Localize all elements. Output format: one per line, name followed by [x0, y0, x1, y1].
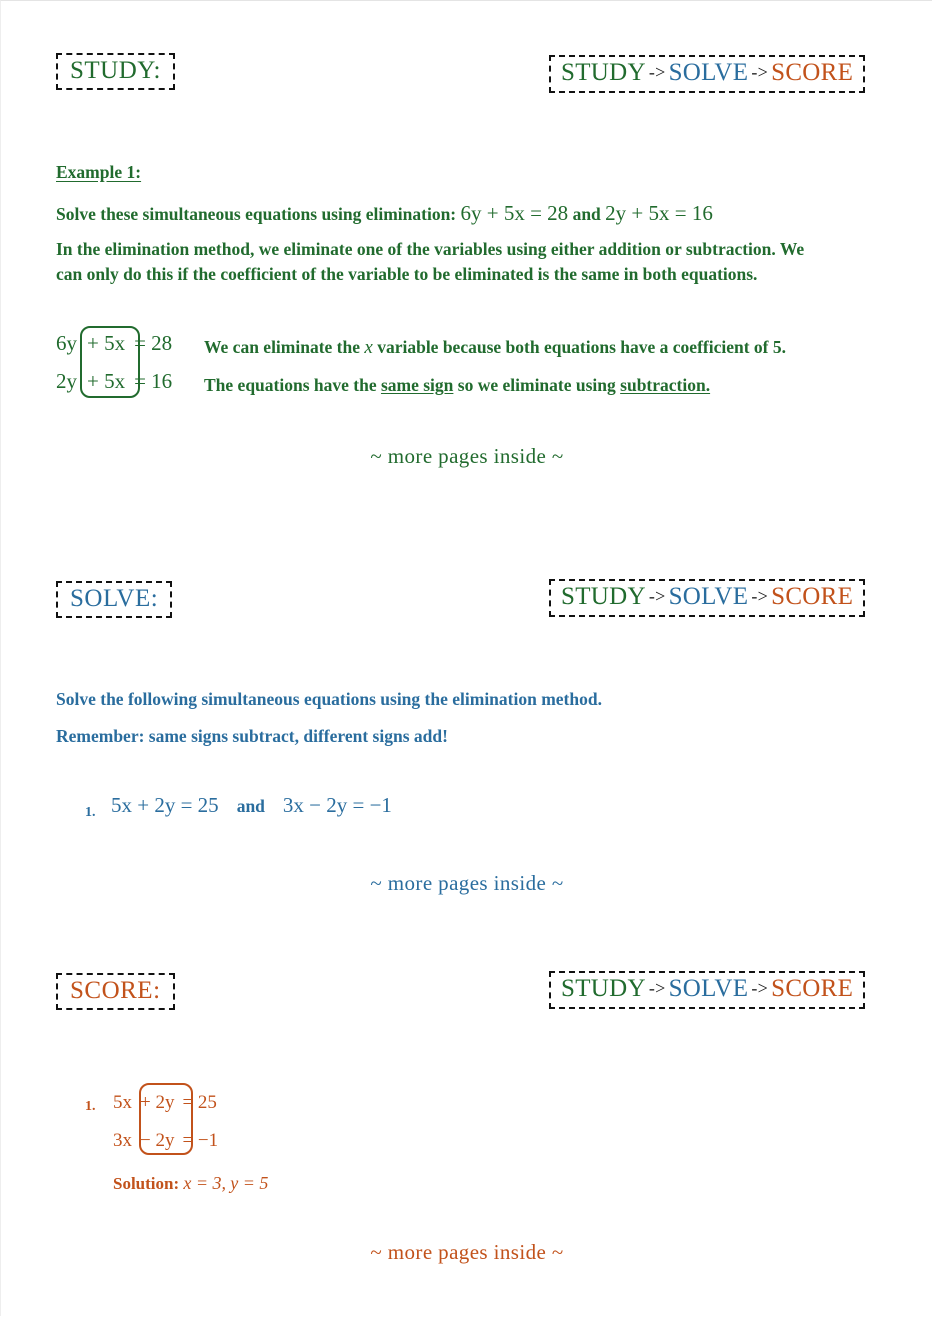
breadcrumb-item-study[interactable]: STUDY: [561, 975, 646, 1002]
score-solution-line: [113, 1173, 268, 1194]
solve-question-1-conjunction: and: [236, 796, 265, 816]
breadcrumb-arrow-icon: ->: [648, 586, 666, 606]
worked-eq2-boxed-term: + 5x: [87, 369, 126, 393]
score-solution-label: Solution:: [113, 1174, 180, 1193]
example-prompt-conjunction: and: [572, 204, 601, 224]
solve-question-1: [111, 793, 392, 819]
score-answer-row-1: [113, 1090, 217, 1112]
solve-tag-label: SOLVE:: [70, 585, 159, 612]
score-eq1-left: 5x: [113, 1092, 132, 1113]
worked-annotation-1-b: variable because both equations have a coefficient of 5.: [377, 337, 786, 357]
elimination-explanation-line-1: In the elimination method, we eliminate one of the variables using either addition or subtraction. We: [56, 239, 805, 259]
worked-annotation-1: [204, 337, 786, 359]
score-eq2-boxed-term: − 2y: [140, 1130, 175, 1151]
worksheet-page: [1, 1, 932, 1317]
score-eq2-right: = −1: [182, 1130, 219, 1151]
score-eq1-right: = 25: [182, 1092, 217, 1113]
worked-eq1-boxed-term: + 5x: [87, 331, 126, 355]
breadcrumb-arrow-icon: ->: [751, 978, 769, 998]
solve-question-1-equation-2: 3x − 2y = −1: [282, 793, 392, 817]
breadcrumb-arrow-icon: ->: [648, 978, 666, 998]
score-tag-label: SCORE:: [70, 977, 161, 1004]
breadcrumb-item-score[interactable]: SCORE: [771, 59, 854, 86]
breadcrumb-item-solve[interactable]: SOLVE: [668, 583, 749, 610]
solve-reminder: Remember: same signs subtract, different signs add!: [56, 726, 448, 746]
elimination-explanation: [56, 237, 868, 287]
breadcrumb-arrow-icon: ->: [751, 586, 769, 606]
study-section-header: [1, 53, 932, 97]
worked-annotation-2-subtraction: subtraction.: [620, 375, 711, 395]
elimination-explanation-line-2: can only do this if the coefficient of the variable to be eliminated is the same in both equations.: [56, 263, 758, 284]
more-pages-score: ~ more pages inside ~: [370, 1240, 564, 1264]
more-pages-study: ~ more pages inside ~: [370, 444, 564, 468]
example-prompt-text: Solve these simultaneous equations using elimination:: [56, 204, 457, 224]
breadcrumb-item-solve[interactable]: SOLVE: [668, 59, 749, 86]
example-title: Example 1:: [56, 162, 142, 182]
breadcrumb-item-study[interactable]: STUDY: [561, 583, 646, 610]
more-pages-solve: ~ more pages inside ~: [370, 871, 564, 895]
example-prompt-equation-2: 2y + 5x = 16: [605, 201, 713, 225]
solve-question-1-equation-1: 5x + 2y = 25: [111, 793, 219, 817]
study-tag-label: STUDY:: [70, 57, 161, 84]
worked-annotation-2-a: The equations have the: [204, 375, 377, 395]
worked-annotation-2-same-sign: same sign: [380, 375, 454, 395]
solve-question-number: 1.: [85, 805, 96, 820]
score-solution-x: x = 3,: [183, 1173, 227, 1193]
study-tag-box: [56, 53, 175, 90]
worked-equation-row-1: [56, 332, 172, 354]
worked-eq1-left: 6y: [56, 331, 77, 355]
solve-tag-box: [56, 581, 172, 618]
worked-annotation-2: [204, 375, 710, 396]
breadcrumb-item-study[interactable]: STUDY: [561, 59, 646, 86]
breadcrumb-solve: [549, 579, 865, 617]
solve-instruction: Solve the following simultaneous equations using the elimination method.: [56, 689, 602, 709]
worked-annotation-1-a: We can eliminate the: [204, 337, 361, 357]
worked-annotation-2-b: so we eliminate using: [457, 375, 616, 395]
breadcrumb-arrow-icon: ->: [751, 62, 769, 82]
worked-equation-row-2: [56, 370, 172, 392]
example-prompt: [56, 199, 713, 229]
breadcrumb-arrow-icon: ->: [648, 62, 666, 82]
score-solution-y: y = 5: [230, 1173, 269, 1193]
worked-eq2-left: 2y: [56, 369, 77, 393]
worked-annotation-1-variable: x: [364, 337, 373, 358]
breadcrumb-item-solve[interactable]: SOLVE: [668, 975, 749, 1002]
score-section-header: [1, 973, 932, 1017]
score-eq1-boxed-term: + 2y: [140, 1092, 175, 1113]
breadcrumb-item-score[interactable]: SCORE: [771, 975, 854, 1002]
solve-section-header: [1, 581, 932, 625]
score-tag-box: [56, 973, 175, 1010]
example-prompt-equation-1: 6y + 5x = 28: [460, 201, 569, 225]
score-eq2-left: 3x: [113, 1130, 132, 1151]
score-answer-row-2: [113, 1128, 218, 1150]
score-answer-number: 1.: [85, 1099, 96, 1114]
worked-eq2-right: = 16: [134, 369, 173, 393]
worked-eq1-right: = 28: [134, 331, 173, 355]
breadcrumb-item-score[interactable]: SCORE: [771, 583, 854, 610]
breadcrumb-score: [549, 971, 865, 1009]
breadcrumb-study: [549, 55, 865, 93]
